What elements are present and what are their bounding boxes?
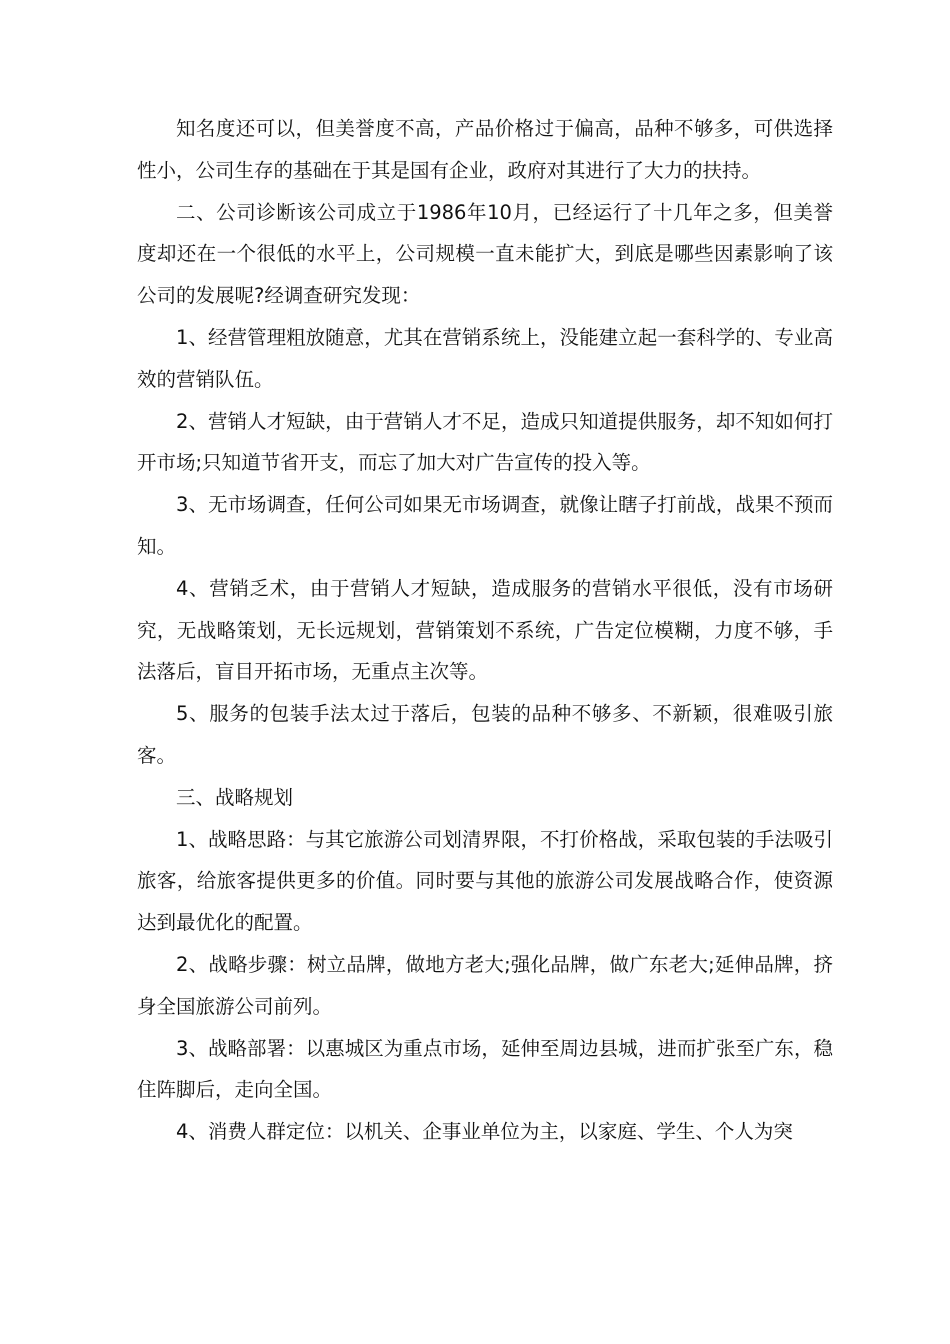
paragraph-strategy-deployment: 3、战略部署：以惠城区为重点市场，延伸至周边县城，进而扩张至广东，稳住阵脚后，走向全国。 — [137, 1036, 833, 1102]
paragraph-company-diagnosis: 二、公司诊断该公司成立于1986年10月，已经运行了十几年之多，但美誉度却还在一个很低的水平上，公司规模一直未能扩大，到底是哪些因素影响了该公司的发展呢?经调查研究发现： — [137, 200, 833, 308]
paragraph-item-1: 1、经营管理粗放随意，尤其在营销系统上，没能建立起一套科学的、专业高效的营销队伍。 — [137, 325, 833, 391]
paragraph-continuation: 知名度还可以，但美誉度不高，产品价格过于偏高，品种不够多，可供选择性小，公司生存的基础在于其是国有企业，政府对其进行了大力的扶持。 — [137, 117, 833, 182]
paragraph-item-4: 4、营销乏术，由于营销人才短缺，造成服务的营销水平很低，没有市场研究，无战略策划，无长远规划，营销策划不系统，广告定位模糊，力度不够，手法落后，盲目开拓市场，无重点主次等。 — [137, 576, 833, 684]
paragraph-item-5: 5、服务的包装手法太过于落后，包装的品种不够多、不新颖，很难吸引旅客。 — [137, 702, 833, 767]
paragraph-strategy-steps: 2、战略步骤：树立品牌，做地方老大;强化品牌，做广东老大;延伸品牌，挤身全国旅游公司前列。 — [137, 952, 833, 1018]
paragraph-item-2: 2、营销人才短缺，由于营销人才不足，造成只知道提供服务，却不知如何打开市场;只知道节省开支，而忘了加大对广告宣传的投入等。 — [137, 409, 833, 475]
paragraph-strategy-idea: 1、战略思路：与其它旅游公司划清界限，不打价格战，采取包装的手法吸引旅客，给旅客提供更多的价值。同时要与其他的旅游公司发展战略合作，使资源达到最优化的配置。 — [137, 827, 833, 935]
paragraph-item-3: 3、无市场调查，任何公司如果无市场调查，就像让瞎子打前战，战果不预而知。 — [137, 493, 833, 558]
section-heading-strategy: 三、战略规划 — [176, 785, 294, 809]
paragraph-consumer-positioning: 4、消费人群定位：以机关、企事业单位为主，以家庭、学生、个人为突 — [176, 1120, 793, 1144]
document-body — [137, 108, 833, 1153]
